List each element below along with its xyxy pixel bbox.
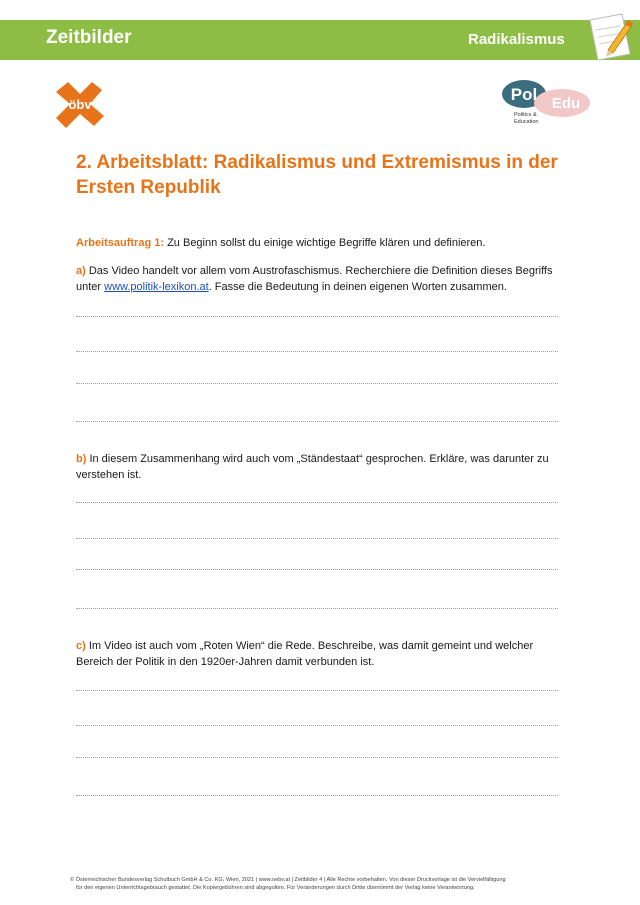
assignment-intro — [76, 235, 485, 251]
task-a — [76, 263, 576, 295]
footer-line2: für den eigenen Unterrichtsgebrauch gestattet. Die Kopiergebühren sind abgegolten. Für Veränderungen durch Dritte übernimmt der Verlag keine Verantwortung. — [76, 885, 475, 891]
task-c-text: Im Video ist auch vom „Roten Wien“ die Rede. Beschreibe, was damit gemeint und welcher Bereich der Politik in den 1920er-Jahren damit verbunden ist. — [76, 640, 534, 668]
task-b-label: b) — [76, 453, 87, 465]
task-c — [76, 638, 556, 670]
task-b-text: In diesem Zusammenhang wird auch vom „Ständestaat“ gesprochen. Erkläre, was darunter zu verstehen ist. — [76, 453, 549, 481]
answer-line[interactable] — [76, 608, 558, 609]
poledu-logo-main: Pol — [510, 85, 538, 104]
answer-line[interactable] — [76, 757, 558, 758]
answer-line[interactable] — [76, 421, 558, 422]
poledu-logo-second: Edu — [551, 95, 581, 112]
brand-title: Zeitbilder — [46, 27, 132, 48]
task-a-label: a) — [76, 265, 86, 277]
assignment-text: Zu Beginn sollst du einige wichtige Begriffe klären und definieren. — [164, 237, 486, 249]
topic-title: Radikalismus — [468, 31, 565, 48]
answer-line[interactable] — [76, 795, 558, 796]
answer-line[interactable] — [76, 316, 558, 317]
poledu-logo — [500, 78, 592, 126]
answer-line[interactable] — [76, 351, 558, 352]
task-c-label: c) — [76, 640, 86, 652]
answer-line[interactable] — [76, 383, 558, 384]
task-a-text2: . Fasse die Bedeutung in deinen eigenen Worten zusammen. — [208, 281, 507, 293]
politik-lexikon-link[interactable]: www.politik-lexikon.at — [104, 281, 209, 293]
answer-line[interactable] — [76, 569, 558, 570]
poledu-logo-sub1: Politics & — [514, 112, 537, 118]
worksheet-title — [76, 150, 566, 200]
oebv-logo-text: öbv — [68, 97, 92, 112]
answer-line[interactable] — [76, 502, 558, 503]
assignment-label: Arbeitsauftrag 1: — [76, 237, 165, 249]
answer-line[interactable] — [76, 538, 558, 539]
worksheet-title-line2: Ersten Republik — [76, 177, 221, 198]
answer-line[interactable] — [76, 690, 558, 691]
task-b — [76, 451, 556, 483]
copyright-footer — [70, 876, 580, 892]
task-a-text1: Das Video handelt vor allem vom Austrofaschismus. Recherchiere die Definition dieses Begriffs unter — [76, 265, 553, 293]
footer-line1: © Österreichischer Bundesverlag Schulbuch GmbH & Co. KG, Wien, 2021 | www.oebv.at | Zeitbilder 4 | Alle Rechte vorbehalten. Von dieser Druckvorlage ist die Vervielfältigung — [70, 877, 506, 883]
worksheet-title-line1: 2. Arbeitsblatt: Radikalismus und Extremismus in der — [76, 152, 558, 173]
oebv-logo — [50, 80, 110, 132]
worksheet-pencil-icon — [578, 6, 638, 66]
poledu-logo-sub2: Education — [514, 119, 539, 125]
answer-line[interactable] — [76, 725, 558, 726]
